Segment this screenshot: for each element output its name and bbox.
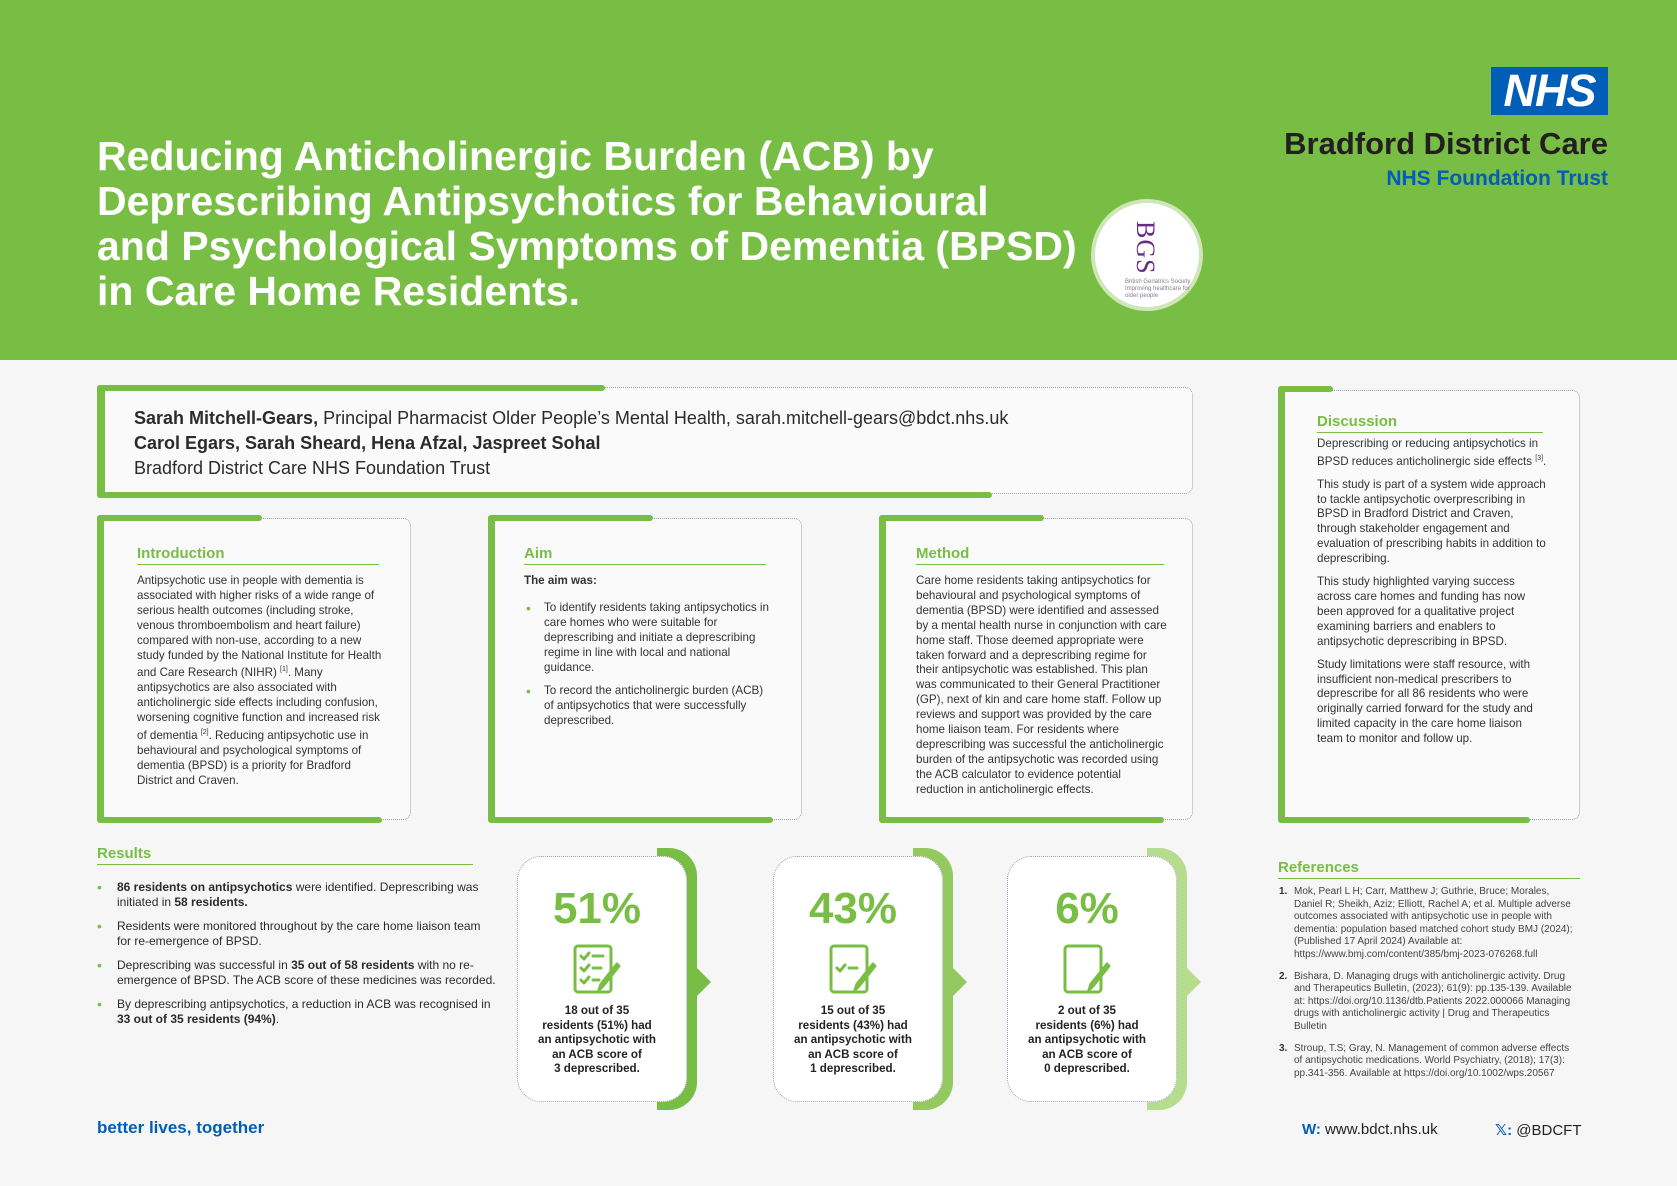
- introduction-text: Antipsychotic use in people with dementia is associated with higher risks of a wide range of serious health outcomes (including stroke, venous thromboembolism and heart failure) compared with non-use, according to a new study funded by the National Institute for Health and Care Research (NIHR) [1]. Many antipsychotics are also associated with anticholinergic side effects including confusion, worsening cognitive function and increased risk of dementia [2]. Reducing antipsychotic use in behavioural and psychological symptoms of dementia (BPSD) is a priority for Bradford District and Craven.: [137, 574, 382, 787]
- organisation: Bradford District Care NHS Foundation Trust: [134, 458, 491, 478]
- discussion-p2: This study is part of a system wide approach to tackle antipsychotic overprescribing in BPSD in Bradford District and Craven, through stakeholder engagement and evaluation of prescribing habits in addition to deprescribing.: [1317, 477, 1546, 566]
- lead-author-name: Sarah Mitchell-Gears,: [134, 408, 319, 428]
- authors-accent-bottom: [97, 492, 992, 498]
- aim-accent-top: [488, 515, 653, 521]
- method-accent-top: [879, 515, 1044, 521]
- method-accent-left: [879, 515, 886, 822]
- lead-author-line: [134, 406, 1008, 431]
- discussion-accent-left: [1278, 386, 1285, 822]
- results-item: • 86 residents on antipsychotics were identified. Deprescribing was initiated in 58 residents.: [97, 880, 497, 910]
- discussion-p3: This study highlighted varying success across care homes and funding has now been approved for a qualitative project examining barriers and enablers to antipsychotic deprescribing in BPSD.: [1317, 575, 1526, 648]
- aim-item: • To record the anticholinergic burden (ACB) of antipsychotics that were successfully deprescribed.: [524, 684, 769, 729]
- coauthors: Carol Egars, Sarah Sheard, Hena Afzal, Jaspreet Sohal: [134, 433, 601, 453]
- aim-accent-left: [488, 515, 495, 822]
- stat-arrow: [953, 968, 967, 996]
- single-check-pen-icon: [829, 944, 879, 998]
- results-list: [97, 880, 497, 1036]
- footer-x-handle[interactable]: 𝕏: @BDCFT: [1495, 1122, 1582, 1139]
- authors-accent-left: [97, 385, 105, 498]
- stat-arrow: [697, 968, 711, 996]
- checklist-pen-icon: [573, 944, 623, 998]
- results-item: • Residents were monitored throughout by the care home liaison team for re-emergence of BPSD.: [97, 919, 497, 949]
- references-list: [1279, 886, 1579, 1089]
- bgs-mark: BGS: [1131, 221, 1160, 275]
- stat-card-acb0: [1007, 856, 1187, 1109]
- stat-description: 2 out of 35 residents (6%) had an antipsychotic with an ACB score of 0 deprescribed.: [1028, 1004, 1146, 1076]
- reference-item: 2. Bishara, D. Managing drugs with anticholinergic activity. Drug and Therapeutics Bulletin, (2023); 61(9): pp.135-139. Available at: https://doi.org/10.1136/dtb.Patients 2022.000066 Managing drugs with anticholinergic activity | Drug and Therapeutics Bulletin: [1279, 970, 1572, 1032]
- aim-item: • To identify residents taking antipsychotics in care homes who were suitable for deprescribing and initiate a deprescribing regime in line with local and national guidance.: [524, 601, 769, 676]
- results-heading: Results: [97, 845, 473, 865]
- intro-accent-bottom: [97, 817, 382, 823]
- x-logo-icon: 𝕏:: [1495, 1122, 1513, 1139]
- web-label: W:: [1302, 1121, 1321, 1138]
- references-heading: References: [1278, 859, 1580, 879]
- footer-website[interactable]: W: www.bdct.nhs.uk: [1302, 1121, 1438, 1138]
- nhs-logo: NHS: [1491, 67, 1608, 115]
- poster-title: Reducing Anticholinergic Burden (ACB) by Deprescribing Antipsychotics for Behavioural and Psychological Symptoms of Dementia (BPSD) in Care Home Residents.: [97, 133, 1077, 314]
- aim-lead: The aim was:: [524, 574, 597, 587]
- aim-text: [524, 574, 769, 738]
- results-item: • By deprescribing antipsychotics, a reduction in ACB was recognised in 33 out of 35 residents (94%).: [97, 997, 497, 1027]
- aim-heading: Aim: [524, 545, 766, 565]
- bgs-caption: British Geriatrics Society Improving healthcare for older people: [1125, 279, 1191, 299]
- lead-author-role: Principal Pharmacist Older People’s Mental Health, sarah.mitchell-gears@bdct.nhs.uk: [318, 408, 1009, 428]
- discussion-text: [1317, 437, 1547, 755]
- introduction-heading: Introduction: [137, 545, 379, 565]
- discussion-accent-top: [1278, 386, 1333, 392]
- authors-block: [134, 406, 1008, 481]
- aim-list: [524, 601, 769, 729]
- stat-card-acb1: [773, 856, 953, 1109]
- stat-card-acb3: [517, 856, 697, 1109]
- method-text: Care home residents taking antipsychotics for behavioural and psychological symptoms of dementia (BPSD) were identified and assessed by a mental health nurse in conjunction with care home staff. Those deemed appropriate were taken forward and a deprescribing regime for their antipsychotic was established. This plan was communicated to their General Practitioner (GP), next of kin and care home staff. Follow up reviews and support was provided by the care home liaison team. For residents where deprescribing was successful the anticholinergic burden of the antipsychotic was recorded using the ACB calculator to evidence potential reduction in anticholinergic effects.: [916, 574, 1167, 796]
- method-heading: Method: [916, 545, 1164, 565]
- intro-accent-top: [97, 515, 262, 521]
- trust-subtitle: NHS Foundation Trust: [1386, 167, 1608, 190]
- stat-description: 18 out of 35 residents (51%) had an antipsychotic with an ACB score of 3 deprescribed.: [538, 1004, 656, 1076]
- method-accent-bottom: [879, 817, 1164, 823]
- discussion-accent-bottom: [1278, 817, 1530, 823]
- authors-accent-top: [97, 385, 605, 391]
- trust-name: Bradford District Care: [1284, 126, 1608, 161]
- results-item: • Deprescribing was successful in 35 out of 58 residents with no re-emergence of BPSD. The ACB score of these medicines was recorded.: [97, 958, 497, 988]
- stat-percent: 43%: [808, 884, 898, 933]
- discussion-heading: Discussion: [1317, 413, 1543, 433]
- aim-accent-bottom: [488, 817, 773, 823]
- intro-accent-left: [97, 515, 104, 822]
- stat-arrow: [1187, 968, 1201, 996]
- discussion-p1: Deprescribing or reducing antipsychotics in BPSD reduces anticholinergic side effects [3].: [1317, 437, 1547, 468]
- stat-percent: 51%: [552, 884, 642, 933]
- stat-description: 15 out of 35 residents (43%) had an antipsychotic with an ACB score of 1 deprescribed.: [794, 1004, 912, 1076]
- reference-item: 1. Mok, Pearl L H; Carr, Matthew J; Guthrie, Bruce; Morales, Daniel R; Sheikh, Aziz; Elliott, Rachel A; et al. Multiple adverse outcomes associated with antipsychotic use in people with dementia: population based matched cohort study BMJ (2024); (Published 17 April 2024) Available at: https://www.bmj.com/content/385/bmj-2023-076268.full: [1279, 886, 1573, 960]
- reference-item: 3. Stroup, T.S; Gray, N. Management of common adverse effects of antipsychotic medications. World Psychiatry, (2018); 17(3): pp.341-356. Available at https://doi.org/10.1002/wps.20567: [1279, 1042, 1570, 1079]
- blank-pen-icon: [1063, 944, 1113, 998]
- header-banner: [0, 0, 1677, 360]
- discussion-p4: Study limitations were staff resource, with insufficient non-medical prescribers to deprescribe for all 86 residents who were originally carried forward for the study and limited capacity in the care home liaison team to monitor and follow up.: [1317, 657, 1533, 746]
- bgs-logo: [1091, 199, 1203, 311]
- stat-percent: 6%: [1055, 884, 1119, 933]
- footer-tagline: better lives, together: [97, 1118, 265, 1137]
